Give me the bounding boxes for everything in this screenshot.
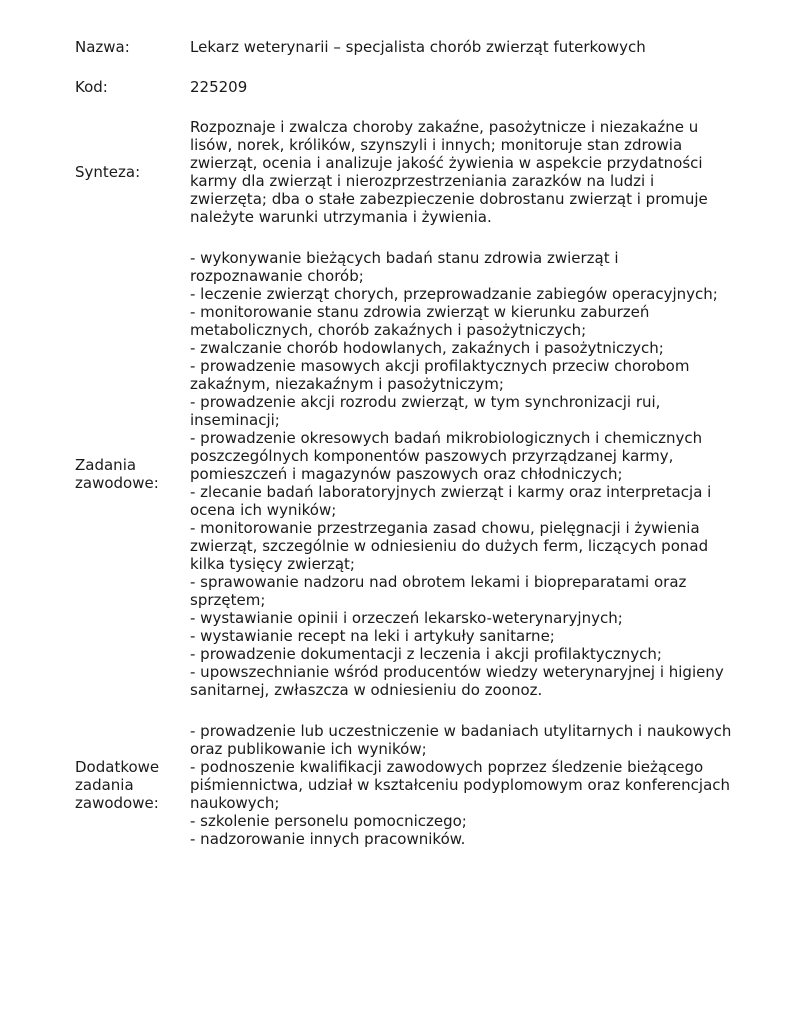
code-value: 225209: [190, 78, 248, 96]
task-line: pomieszczeń i magazynów paszowych oraz chłodniczych;: [190, 465, 623, 483]
task-line: - prowadzenie dokumentacji z leczenia i akcji profilaktycznych;: [190, 645, 662, 663]
additional-task-line: naukowych;: [190, 794, 280, 812]
task-line: - wystawianie recept na leki i artykuły sanitarne;: [190, 627, 555, 645]
tasks-list: [190, 249, 760, 699]
tasks-label-line: zawodowe:: [75, 474, 159, 492]
synthesis-line: karmy dla zwierząt i nierozprzestrzeniania zarazków na ludzi i: [190, 172, 655, 190]
task-line: zwierząt, szczególnie w odniesieniu do dużych ferm, liczących ponad: [190, 537, 709, 555]
name-value: Lekarz weterynarii – specjalista chorób zwierząt futerkowych: [190, 38, 646, 56]
code-label: Kod:: [75, 78, 108, 96]
task-line: - prowadzenie okresowych badań mikrobiologicznych i chemicznych: [190, 429, 703, 447]
synthesis-row: [0, 118, 791, 226]
additional-task-line: oraz publikowanie ich wyników;: [190, 740, 427, 758]
synthesis-line: należyte warunki utrzymania i żywienia.: [190, 208, 492, 226]
code-row: [0, 78, 791, 96]
task-line: - upowszechnianie wśród producentów wiedzy weterynaryjnej i higieny: [190, 663, 724, 681]
task-line: - leczenie zwierząt chorych, przeprowadzanie zabiegów operacyjnych;: [190, 285, 718, 303]
task-line: - prowadzenie akcji rozrodu zwierząt, w tym synchronizacji rui,: [190, 393, 661, 411]
additional-tasks-label-line: Dodatkowe: [75, 758, 160, 776]
task-line: - zwalczanie chorób hodowlanych, zakaźnych i pasożytniczych;: [190, 339, 664, 357]
task-line: ocena ich wyników;: [190, 501, 337, 519]
additional-tasks-label: [75, 758, 185, 812]
task-line: poszczególnych komponentów paszowych przyrządzanej karmy,: [190, 447, 674, 465]
additional-task-line: - podnoszenie kwalifikacji zawodowych poprzez śledzenie bieżącego: [190, 758, 704, 776]
additional-tasks-row: [0, 722, 791, 848]
additional-task-line: piśmiennictwa, udział w kształceniu podyplomowym oraz konferencjach: [190, 776, 731, 794]
synthesis-text: [190, 118, 760, 226]
task-line: kilka tysięcy zwierząt;: [190, 555, 355, 573]
task-line: zakaźnym, niezakaźnym i pasożytniczym;: [190, 375, 504, 393]
synthesis-line: lisów, norek, królików, szynszyli i innych; monitoruje stan zdrowia: [190, 136, 683, 154]
tasks-label-line: Zadania: [75, 456, 137, 474]
synthesis-line: zwierzęta; dba o stałe zabezpieczenie dobrostanu zwierząt i promuje: [190, 190, 708, 208]
task-line: sanitarnej, zwłaszcza w odniesieniu do zoonoz.: [190, 681, 543, 699]
synthesis-line: Rozpoznaje i zwalcza choroby zakaźne, pasożytnicze i niezakaźne u: [190, 118, 699, 136]
synthesis-label: Synteza:: [75, 163, 141, 181]
task-line: - monitorowanie przestrzegania zasad chowu, pielęgnacji i żywienia: [190, 519, 700, 537]
task-line: - sprawowanie nadzoru nad obrotem lekami i biopreparatami oraz: [190, 573, 687, 591]
task-line: metabolicznych, chorób zakaźnych i pasożytniczych;: [190, 321, 587, 339]
task-line: sprzętem;: [190, 591, 266, 609]
task-line: - wykonywanie bieżących badań stanu zdrowia zwierząt i: [190, 249, 619, 267]
task-line: - prowadzenie masowych akcji profilaktycznych przeciw chorobom: [190, 357, 690, 375]
name-label: Nazwa:: [75, 38, 130, 56]
tasks-label: [75, 456, 185, 492]
synthesis-line: zwierząt, ocenia i analizuje jakość żywienia w aspekcie przydatności: [190, 154, 703, 172]
task-line: - monitorowanie stanu zdrowia zwierząt w kierunku zaburzeń: [190, 303, 650, 321]
task-line: - zlecanie badań laboratoryjnych zwierząt i karmy oraz interpretacja i: [190, 483, 712, 501]
additional-tasks-label-line: zawodowe:: [75, 794, 159, 812]
task-line: - wystawianie opinii i orzeczeń lekarsko-weterynaryjnych;: [190, 609, 623, 627]
additional-task-line: - szkolenie personelu pomocniczego;: [190, 812, 467, 830]
tasks-row: [0, 249, 791, 699]
additional-tasks-label-line: zadania: [75, 776, 134, 794]
task-line: inseminacji;: [190, 411, 280, 429]
task-line: rozpoznawanie chorób;: [190, 267, 364, 285]
additional-task-line: - nadzorowanie innych pracowników.: [190, 830, 466, 848]
additional-task-line: - prowadzenie lub uczestniczenie w badaniach utylitarnych i naukowych: [190, 722, 732, 740]
additional-tasks-list: [190, 722, 760, 848]
name-row: [0, 38, 791, 56]
